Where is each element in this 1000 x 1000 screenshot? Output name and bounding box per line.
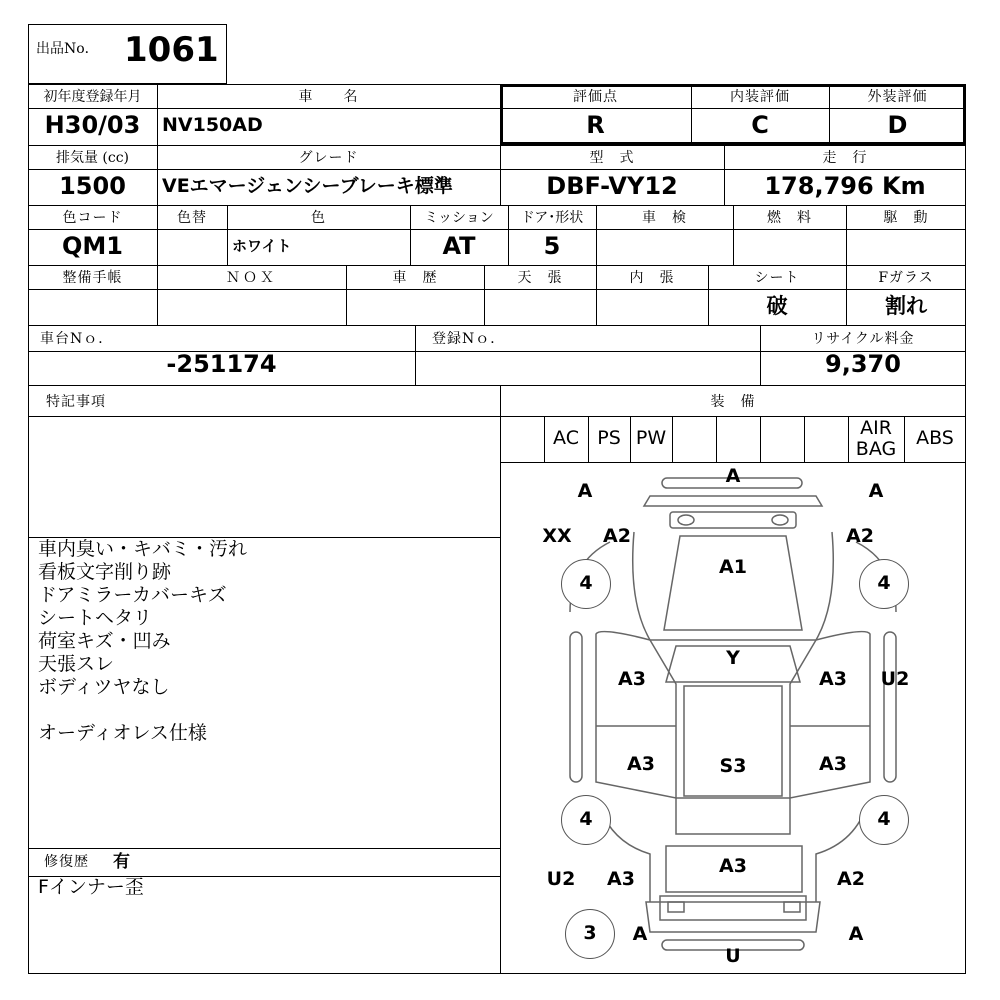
remark-line: 看板文字削り跡 — [38, 561, 172, 583]
tire-spare: 3 — [565, 909, 615, 959]
damage-label-cargo: S3 — [719, 755, 747, 777]
f-glass-label: Fガラス — [878, 270, 934, 286]
model-label: 型 式 — [589, 150, 635, 166]
recycle-fee-label: リサイクル料金 — [811, 331, 915, 347]
repair-history-value: 有 — [113, 852, 130, 872]
repair-note: Fインナー歪 — [38, 876, 144, 898]
equipment-cell — [672, 416, 716, 460]
repair-history-label: 修復歴 — [44, 854, 89, 870]
remark-line: シートヘタリ — [38, 607, 153, 629]
interior-lining-value — [596, 287, 708, 325]
interior-eval-label: 内装評価 — [730, 89, 790, 105]
remarks-label: 特記事項 — [46, 394, 106, 410]
displacement-value: 1500 — [59, 172, 126, 200]
displacement-label: 排気量 (cc) — [55, 150, 130, 166]
equipment-cell — [804, 416, 848, 460]
damage-label-rear-left: A — [632, 923, 648, 945]
equipment-label: 装 備 — [710, 394, 756, 410]
damage-label-windshield: A1 — [719, 556, 747, 578]
chassis-no-value: -251174 — [166, 350, 277, 378]
remark-line: 荷室キズ・凹み — [38, 630, 171, 652]
nox-value — [157, 287, 346, 325]
door-shape-value: 5 — [543, 232, 561, 260]
grade-value: VEエマージェンシーブレーキ標準 — [162, 175, 453, 197]
equipment-cell: ABS — [916, 427, 954, 449]
mileage-value: 178,796 Km — [764, 172, 926, 200]
damage-label-front-right-corner: A — [868, 480, 884, 502]
door-shape-label: ドア･形状 — [520, 210, 584, 226]
drive-value — [846, 227, 966, 265]
seat-value: 破 — [766, 294, 788, 318]
damage-label-left-front-fender: A2 — [603, 525, 631, 547]
lot-number: 1061 — [124, 30, 219, 70]
color-code-label: 色コード — [62, 210, 123, 226]
damage-label-front-left-corner: A — [577, 480, 593, 502]
maintenance-label: 整備手帳 — [62, 270, 123, 286]
roof-value — [484, 287, 596, 325]
roof-label: 天 張 — [517, 270, 563, 286]
equipment-cell: AIR BAG — [855, 417, 897, 460]
mileage-label: 走 行 — [822, 150, 868, 166]
tire-front-right: 4 — [859, 559, 909, 609]
exterior-eval-label: 外装評価 — [867, 89, 928, 105]
model-value: DBF-VY12 — [546, 172, 678, 200]
inspection-value — [596, 227, 733, 265]
equipment-cell: PS — [597, 427, 621, 449]
damage-label-rear-right: A — [848, 923, 864, 945]
color-code-value: QM1 — [62, 232, 123, 260]
tire-rear-right: 4 — [859, 795, 909, 845]
exterior-eval-value: D — [887, 111, 908, 139]
remark-line: オーディオレス仕様 — [38, 722, 207, 744]
damage-label-left-rear-quarter: A3 — [607, 868, 635, 890]
remark-line: 車内臭い・キバミ・汚れ — [38, 538, 248, 560]
reg-no-label: 登録Nｏ． — [432, 331, 506, 347]
drive-label: 駆 動 — [883, 210, 929, 226]
reg-year-label: 初年度登録年月 — [43, 89, 142, 105]
remark-line: ボディツヤなし — [38, 676, 170, 698]
remark-line: ドアミラーカバーキズ — [38, 584, 227, 606]
interior-eval-value: C — [751, 111, 769, 139]
remark-line: 天張スレ — [38, 653, 115, 675]
equipment-cell — [760, 416, 804, 460]
damage-label-left-mirror: XX — [542, 525, 572, 547]
eval-value: R — [586, 111, 605, 139]
chassis-no-label: 車台Nｏ． — [40, 331, 114, 347]
damage-label-left-front-door: A3 — [618, 668, 646, 690]
reg-no-value — [415, 345, 760, 383]
history-label: 車 歴 — [392, 270, 438, 286]
f-glass-value: 割れ — [885, 294, 927, 318]
reg-year-value: H30/03 — [44, 111, 141, 139]
grade-label: グレード — [298, 150, 359, 166]
color-value: ホワイト — [232, 237, 292, 255]
equipment-cell: AC — [553, 427, 579, 449]
damage-label-rear-bumper: U — [725, 945, 741, 967]
damage-label-right-side-sill: U2 — [880, 668, 910, 690]
car-name-label: 車 名 — [298, 89, 359, 105]
transmission-label: ミッション — [424, 210, 494, 226]
recycle-fee-value: 9,370 — [825, 350, 901, 378]
lot-label: 出品No． — [36, 41, 99, 57]
damage-label-right-front-door: A3 — [819, 668, 847, 690]
equipment-cell: PW — [635, 427, 667, 449]
fuel-label: 燃 料 — [767, 210, 812, 226]
damage-label-tailgate: A3 — [719, 855, 747, 877]
color-label: 色 — [311, 210, 326, 226]
interior-lining-label: 内 張 — [629, 270, 675, 286]
inspection-label: 車 検 — [642, 210, 687, 226]
damage-label-left-rear-low: U2 — [546, 868, 576, 890]
equipment-cell — [716, 416, 760, 460]
damage-label-front-bumper: A — [725, 465, 741, 487]
eval-label: 評価点 — [573, 89, 618, 105]
tire-front-left: 4 — [561, 559, 611, 609]
damage-label-left-rear-door: A3 — [627, 753, 655, 775]
fuel-value — [733, 227, 846, 265]
maintenance-value — [28, 287, 157, 325]
damage-label-right-rear-door: A3 — [819, 753, 847, 775]
transmission-value: AT — [442, 232, 476, 260]
color-change-label: 色替 — [177, 210, 207, 226]
seat-label: シート — [754, 270, 800, 286]
damage-label-roof: Y — [726, 647, 740, 669]
damage-label-right-rear-quarter: A2 — [837, 868, 865, 890]
damage-label-right-front-fender: A2 — [846, 525, 874, 547]
color-change-value — [157, 227, 227, 265]
equipment-cell — [500, 416, 544, 460]
nox-label: ＮＯＸ — [226, 270, 277, 286]
car-name-value: NV150AD — [162, 114, 263, 136]
history-value — [346, 287, 484, 325]
tire-rear-left: 4 — [561, 795, 611, 845]
